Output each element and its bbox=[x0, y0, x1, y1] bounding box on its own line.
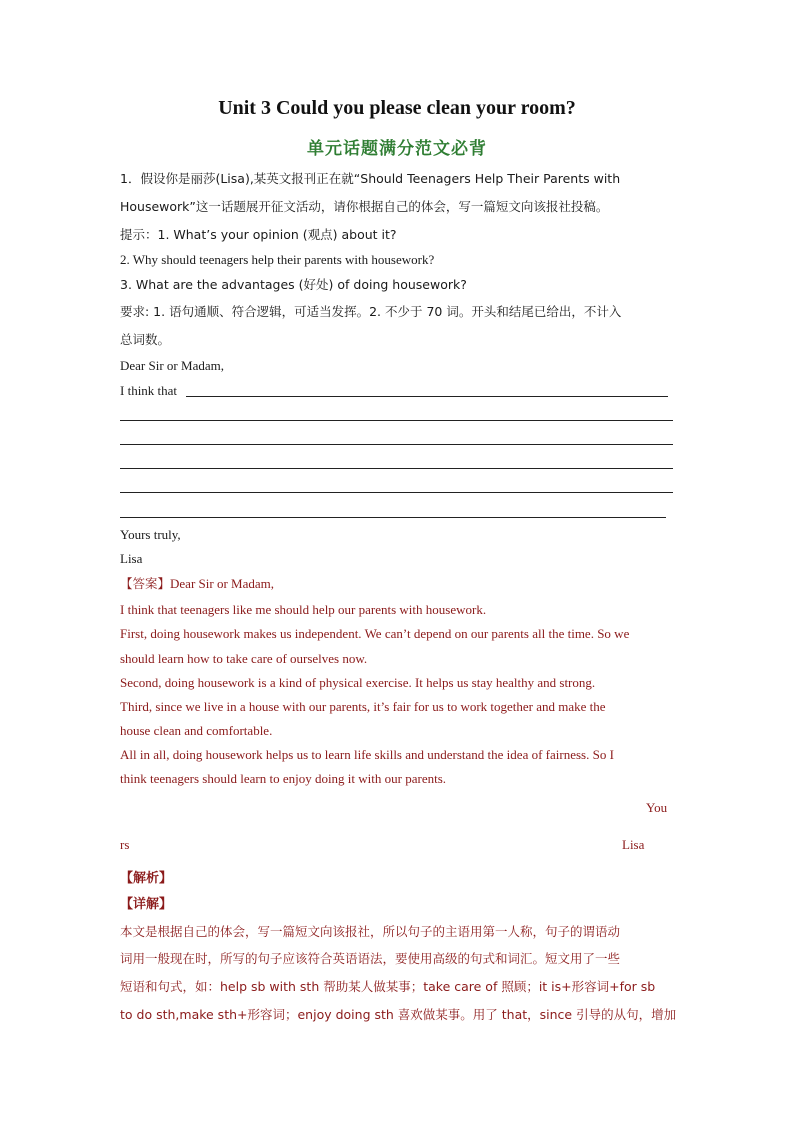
requirement-line-2: 总词数。 bbox=[120, 332, 171, 347]
answer-line: should learn how to take care of ourselves now. bbox=[120, 651, 368, 666]
analysis-label: 【解析】 bbox=[120, 871, 173, 886]
writing-line bbox=[186, 396, 668, 397]
answer-greeting: Dear Sir or Madam, bbox=[170, 576, 274, 591]
writing-line bbox=[120, 444, 673, 445]
analysis-line: 本文是根据自己的体会，写一篇短文向该报社，所以句子的主语用第一人称，句子的谓语动 bbox=[120, 924, 621, 939]
requirement-line-1: 要求: 1. 语句通顺、符合逻辑，可适当发挥。2. 不少于 70 词。开头和结尾已给出，不计入 bbox=[120, 304, 622, 319]
hint-3: 3. What are the advantages (好处) of doing housework? bbox=[120, 277, 467, 292]
answer-closing-part-2: rs bbox=[120, 837, 130, 852]
answer-signature: Lisa bbox=[622, 837, 645, 852]
hint-1: 提示：1. What’s your opinion (观点) about it? bbox=[120, 227, 397, 242]
answer-first-line bbox=[120, 576, 274, 592]
question-line-1: 1．假设你是丽莎(Lisa),某英文报刊正在就“Should Teenagers Help Their Parents with bbox=[120, 171, 621, 186]
question-line-2: Housework”这一话题展开征文活动，请你根据自己的体会，写一篇短文向该报社投稿。 bbox=[120, 199, 609, 214]
answer-label: 【答案】 bbox=[120, 576, 171, 591]
writing-line bbox=[120, 517, 666, 518]
writing-line bbox=[120, 420, 673, 421]
hint-2: 2. Why should teenagers help their parents with housework? bbox=[120, 252, 435, 267]
writing-line bbox=[120, 468, 673, 469]
page-title: Unit 3 Could you please clean your room? bbox=[218, 97, 576, 119]
letter-greeting: Dear Sir or Madam, bbox=[120, 358, 224, 373]
answer-line: I think that teenagers like me should help our parents with housework. bbox=[120, 602, 487, 617]
answer-line: think teenagers should learn to enjoy doing it with our parents. bbox=[120, 771, 447, 786]
letter-signature: Lisa bbox=[120, 551, 143, 566]
answer-line: First, doing housework makes us independent. We can’t depend on our parents all the time. So we bbox=[120, 626, 630, 641]
answer-line: Third, since we live in a house with our parents, it’s fair for us to work together and make the bbox=[120, 699, 606, 714]
letter-start: I think that bbox=[120, 383, 178, 398]
answer-line: All in all, doing housework helps us to learn life skills and understand the idea of fairness. So I bbox=[120, 747, 614, 762]
page-subtitle: 单元话题满分范文必背 bbox=[307, 139, 487, 159]
analysis-line: to do sth,make sth+形容词；enjoy doing sth 喜欢做某事。用了 that，since 引导的从句，增加 bbox=[120, 1007, 677, 1022]
analysis-line: 词用一般现在时，所写的句子应该符合英语语法，要使用高级的句式和词汇。短文用了一些 bbox=[120, 951, 621, 966]
detail-label: 【详解】 bbox=[120, 897, 173, 912]
writing-line bbox=[120, 492, 673, 493]
letter-closing: Yours truly, bbox=[120, 527, 181, 542]
answer-line: house clean and comfortable. bbox=[120, 723, 273, 738]
answer-line: Second, doing housework is a kind of physical exercise. It helps us stay healthy and strong. bbox=[120, 675, 596, 690]
answer-closing-part-1: You bbox=[646, 800, 668, 815]
analysis-line: 短语和句式，如：help sb with sth 帮助某人做某事；take care of 照顾；it is+形容词+for sb bbox=[120, 979, 656, 994]
